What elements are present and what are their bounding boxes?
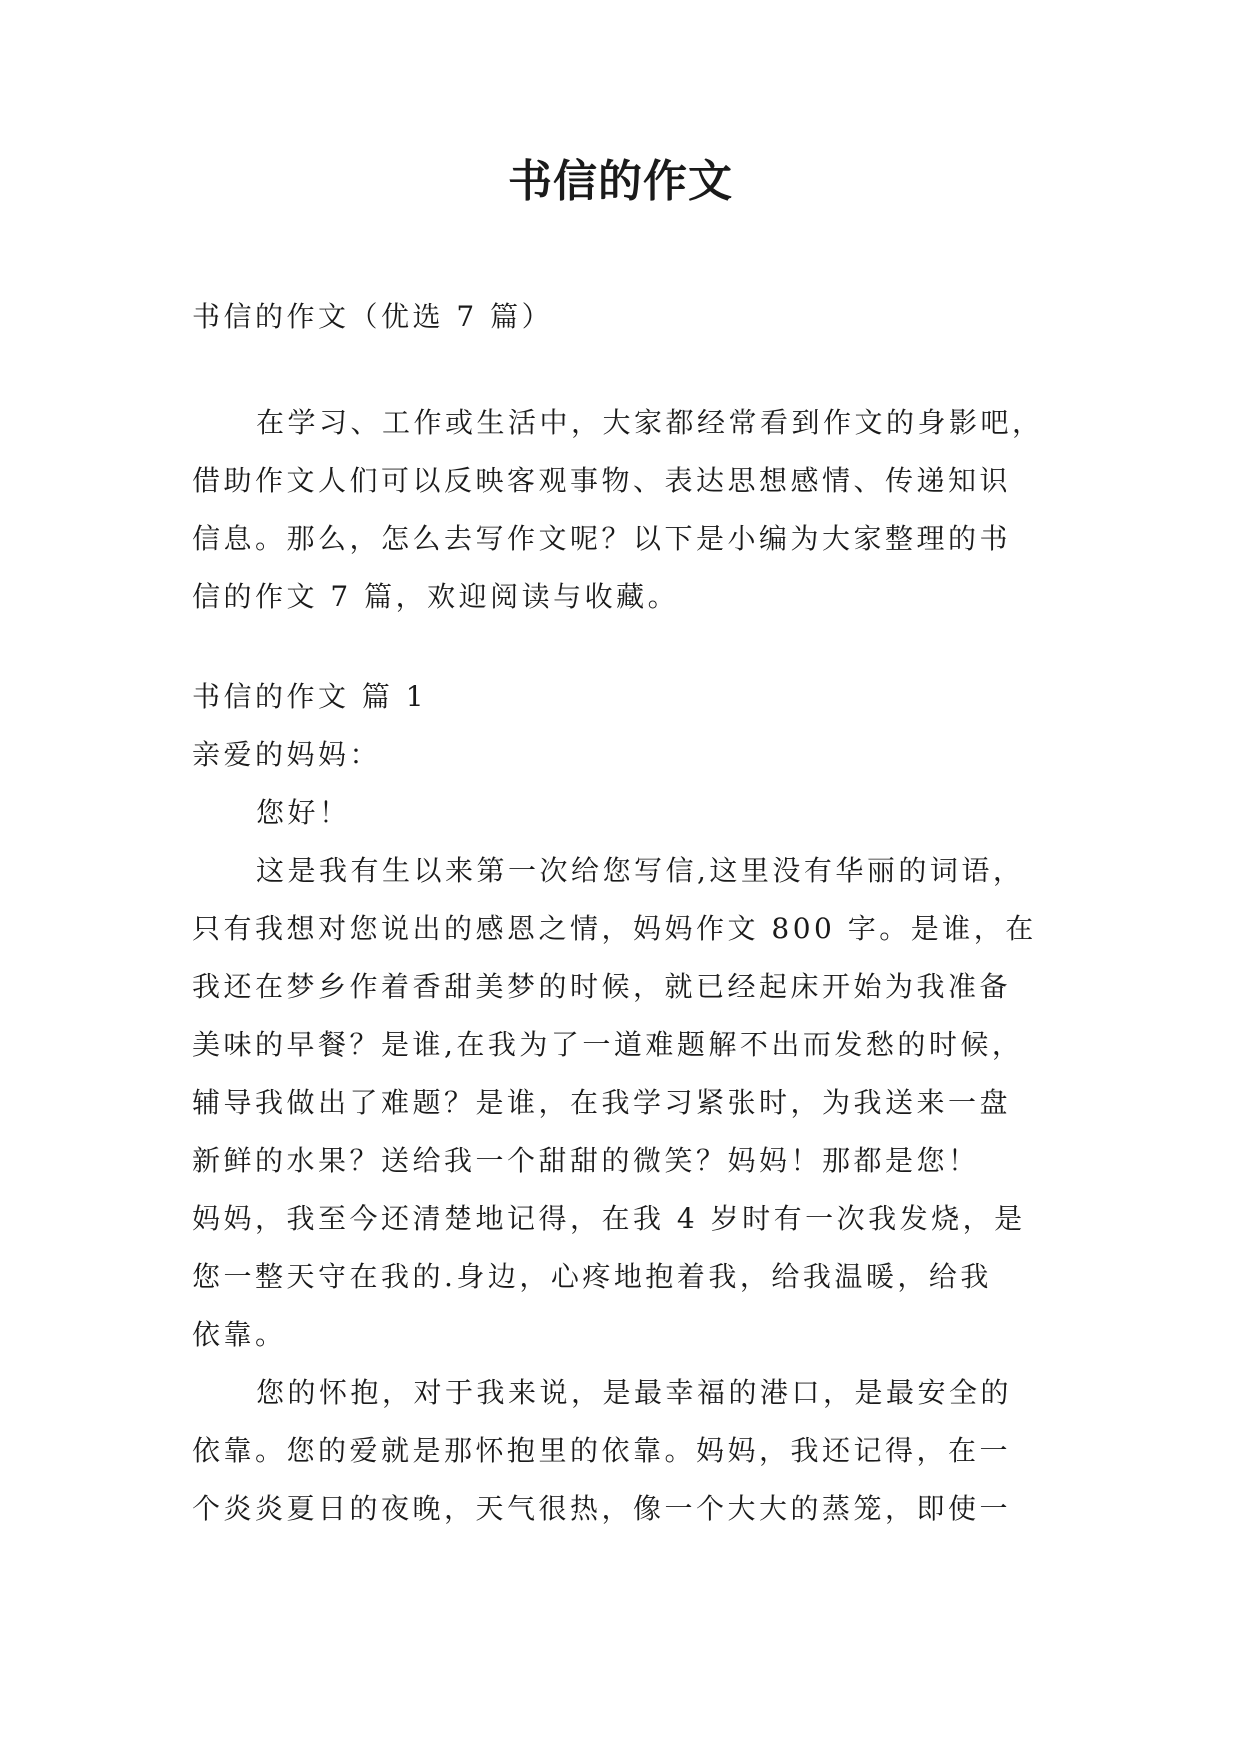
spacer [192, 346, 1052, 394]
spacer [192, 626, 1052, 668]
document-subtitle: 书信的作文（优选 7 篇） [192, 300, 554, 333]
letter-paragraph-1 [192, 842, 1052, 1364]
document-title: 书信的作文 [508, 156, 733, 207]
paragraph-line: 只有我想对您说出的感恩之情，妈妈作文 800 字。是谁，在 [192, 912, 1037, 945]
paragraph-line: 信的作文 7 篇，欢迎阅读与收藏。 [192, 580, 680, 613]
paragraph-line: 妈妈，我至今还清楚地记得，在我 4 岁时有一次我发烧，是 [192, 1202, 1026, 1235]
paragraph-line: 这是我有生以来第一次给您写信,这里没有华丽的词语， [256, 854, 1025, 887]
paragraph-line: 辅导我做出了难题？是谁，在我学习紧张时，为我送来一盘 [192, 1086, 1012, 1119]
paragraph-line: 个炎炎夏日的夜晚，天气很热，像一个大大的蒸笼，即使一 [192, 1492, 1012, 1525]
document-body [192, 288, 1052, 1538]
paragraph-line: 借助作文人们可以反映客观事物、表达思想感情、传递知识 [192, 464, 1012, 497]
section-heading: 书信的作文 篇 1 [192, 680, 428, 713]
letter-paragraph-2 [192, 1364, 1052, 1538]
paragraph-line: 依靠。 [192, 1318, 287, 1351]
section-1 [192, 668, 1052, 1538]
paragraph-line: 我还在梦乡作着香甜美梦的时候，就已经起床开始为我准备 [192, 970, 1012, 1003]
letter-greeting: 您好！ [256, 796, 351, 829]
paragraph-line: 依靠。您的爱就是那怀抱里的依靠。妈妈，我还记得，在一 [192, 1434, 1012, 1467]
letter-salutation: 亲爱的妈妈： [192, 738, 382, 771]
paragraph-line: 信息。那么，怎么去写作文呢？以下是小编为大家整理的书 [192, 522, 1012, 555]
paragraph-line: 您一整天守在我的.身边，心疼地抱着我，给我温暖，给我 [192, 1260, 992, 1293]
paragraph-line: 在学习、工作或生活中，大家都经常看到作文的身影吧， [256, 406, 1044, 439]
paragraph-line: 美味的早餐？是谁,在我为了一道难题解不出而发愁的时候， [192, 1028, 1024, 1061]
paragraph-line: 您的怀抱，对于我来说，是最幸福的港口，是最安全的 [256, 1376, 1013, 1409]
intro-paragraph [192, 394, 1052, 626]
paragraph-line: 新鲜的水果？送给我一个甜甜的微笑？妈妈！那都是您！ [192, 1144, 980, 1177]
